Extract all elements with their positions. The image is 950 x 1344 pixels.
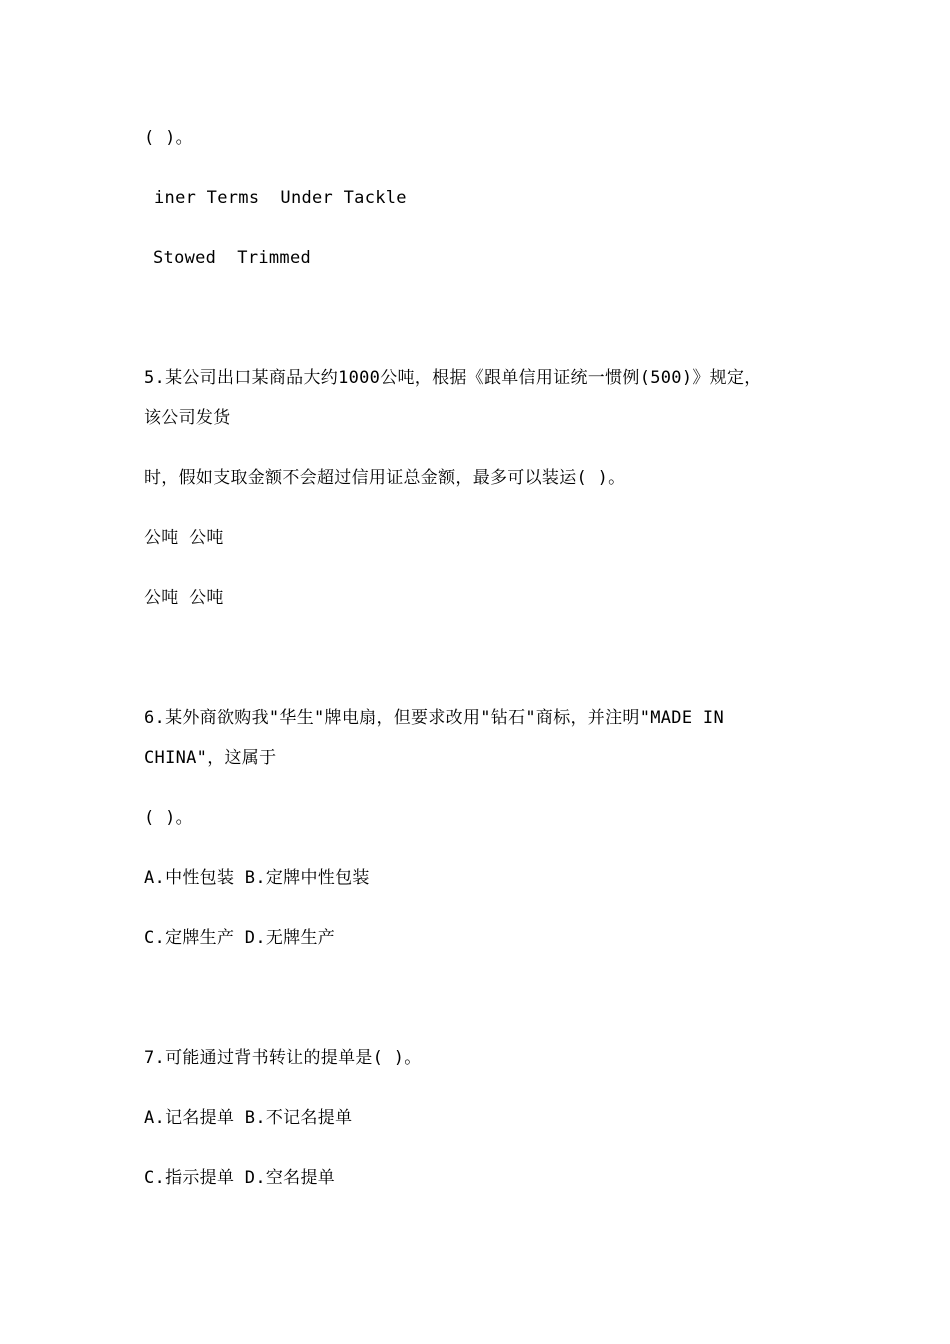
- question-options-row-2: 公吨 公吨: [144, 588, 224, 608]
- question-stem-line-3: ( )。: [144, 808, 193, 828]
- question-options-row-1: iner Terms Under Tackle: [154, 188, 407, 208]
- question-stem-line-3: 时，假如支取金额不会超过信用证总金额，最多可以装运( )。: [144, 468, 626, 488]
- question-stem-line-2: 该公司发货: [144, 408, 231, 428]
- question-options-row-2: C.指示提单 D.空名提单: [144, 1168, 336, 1188]
- question-options-row-1: A.记名提单 B.不记名提单: [144, 1108, 353, 1128]
- question-options-row-2: Stowed Trimmed: [153, 248, 312, 268]
- question-stem-line-1: 6.某外商欲购我"华生"牌电扇，但要求改用"钻石"商标，并注明"MADE IN: [144, 708, 724, 728]
- question-options-row-1: 公吨 公吨: [144, 528, 224, 548]
- question-stem-line-1: 7.可能通过背书转让的提单是( )。: [144, 1048, 422, 1068]
- question-stem-line-1: 5.某公司出口某商品大约1000公吨，根据《跟单信用证统一惯例(500)》规定，: [144, 368, 762, 388]
- question-options-row-1: A.中性包装 B.定牌中性包装: [144, 868, 370, 888]
- question-stem-line-2: CHINA"，这属于: [144, 748, 277, 768]
- question-stem-tail: ( )。: [144, 128, 193, 148]
- question-options-row-2: C.定牌生产 D.无牌生产: [144, 928, 336, 948]
